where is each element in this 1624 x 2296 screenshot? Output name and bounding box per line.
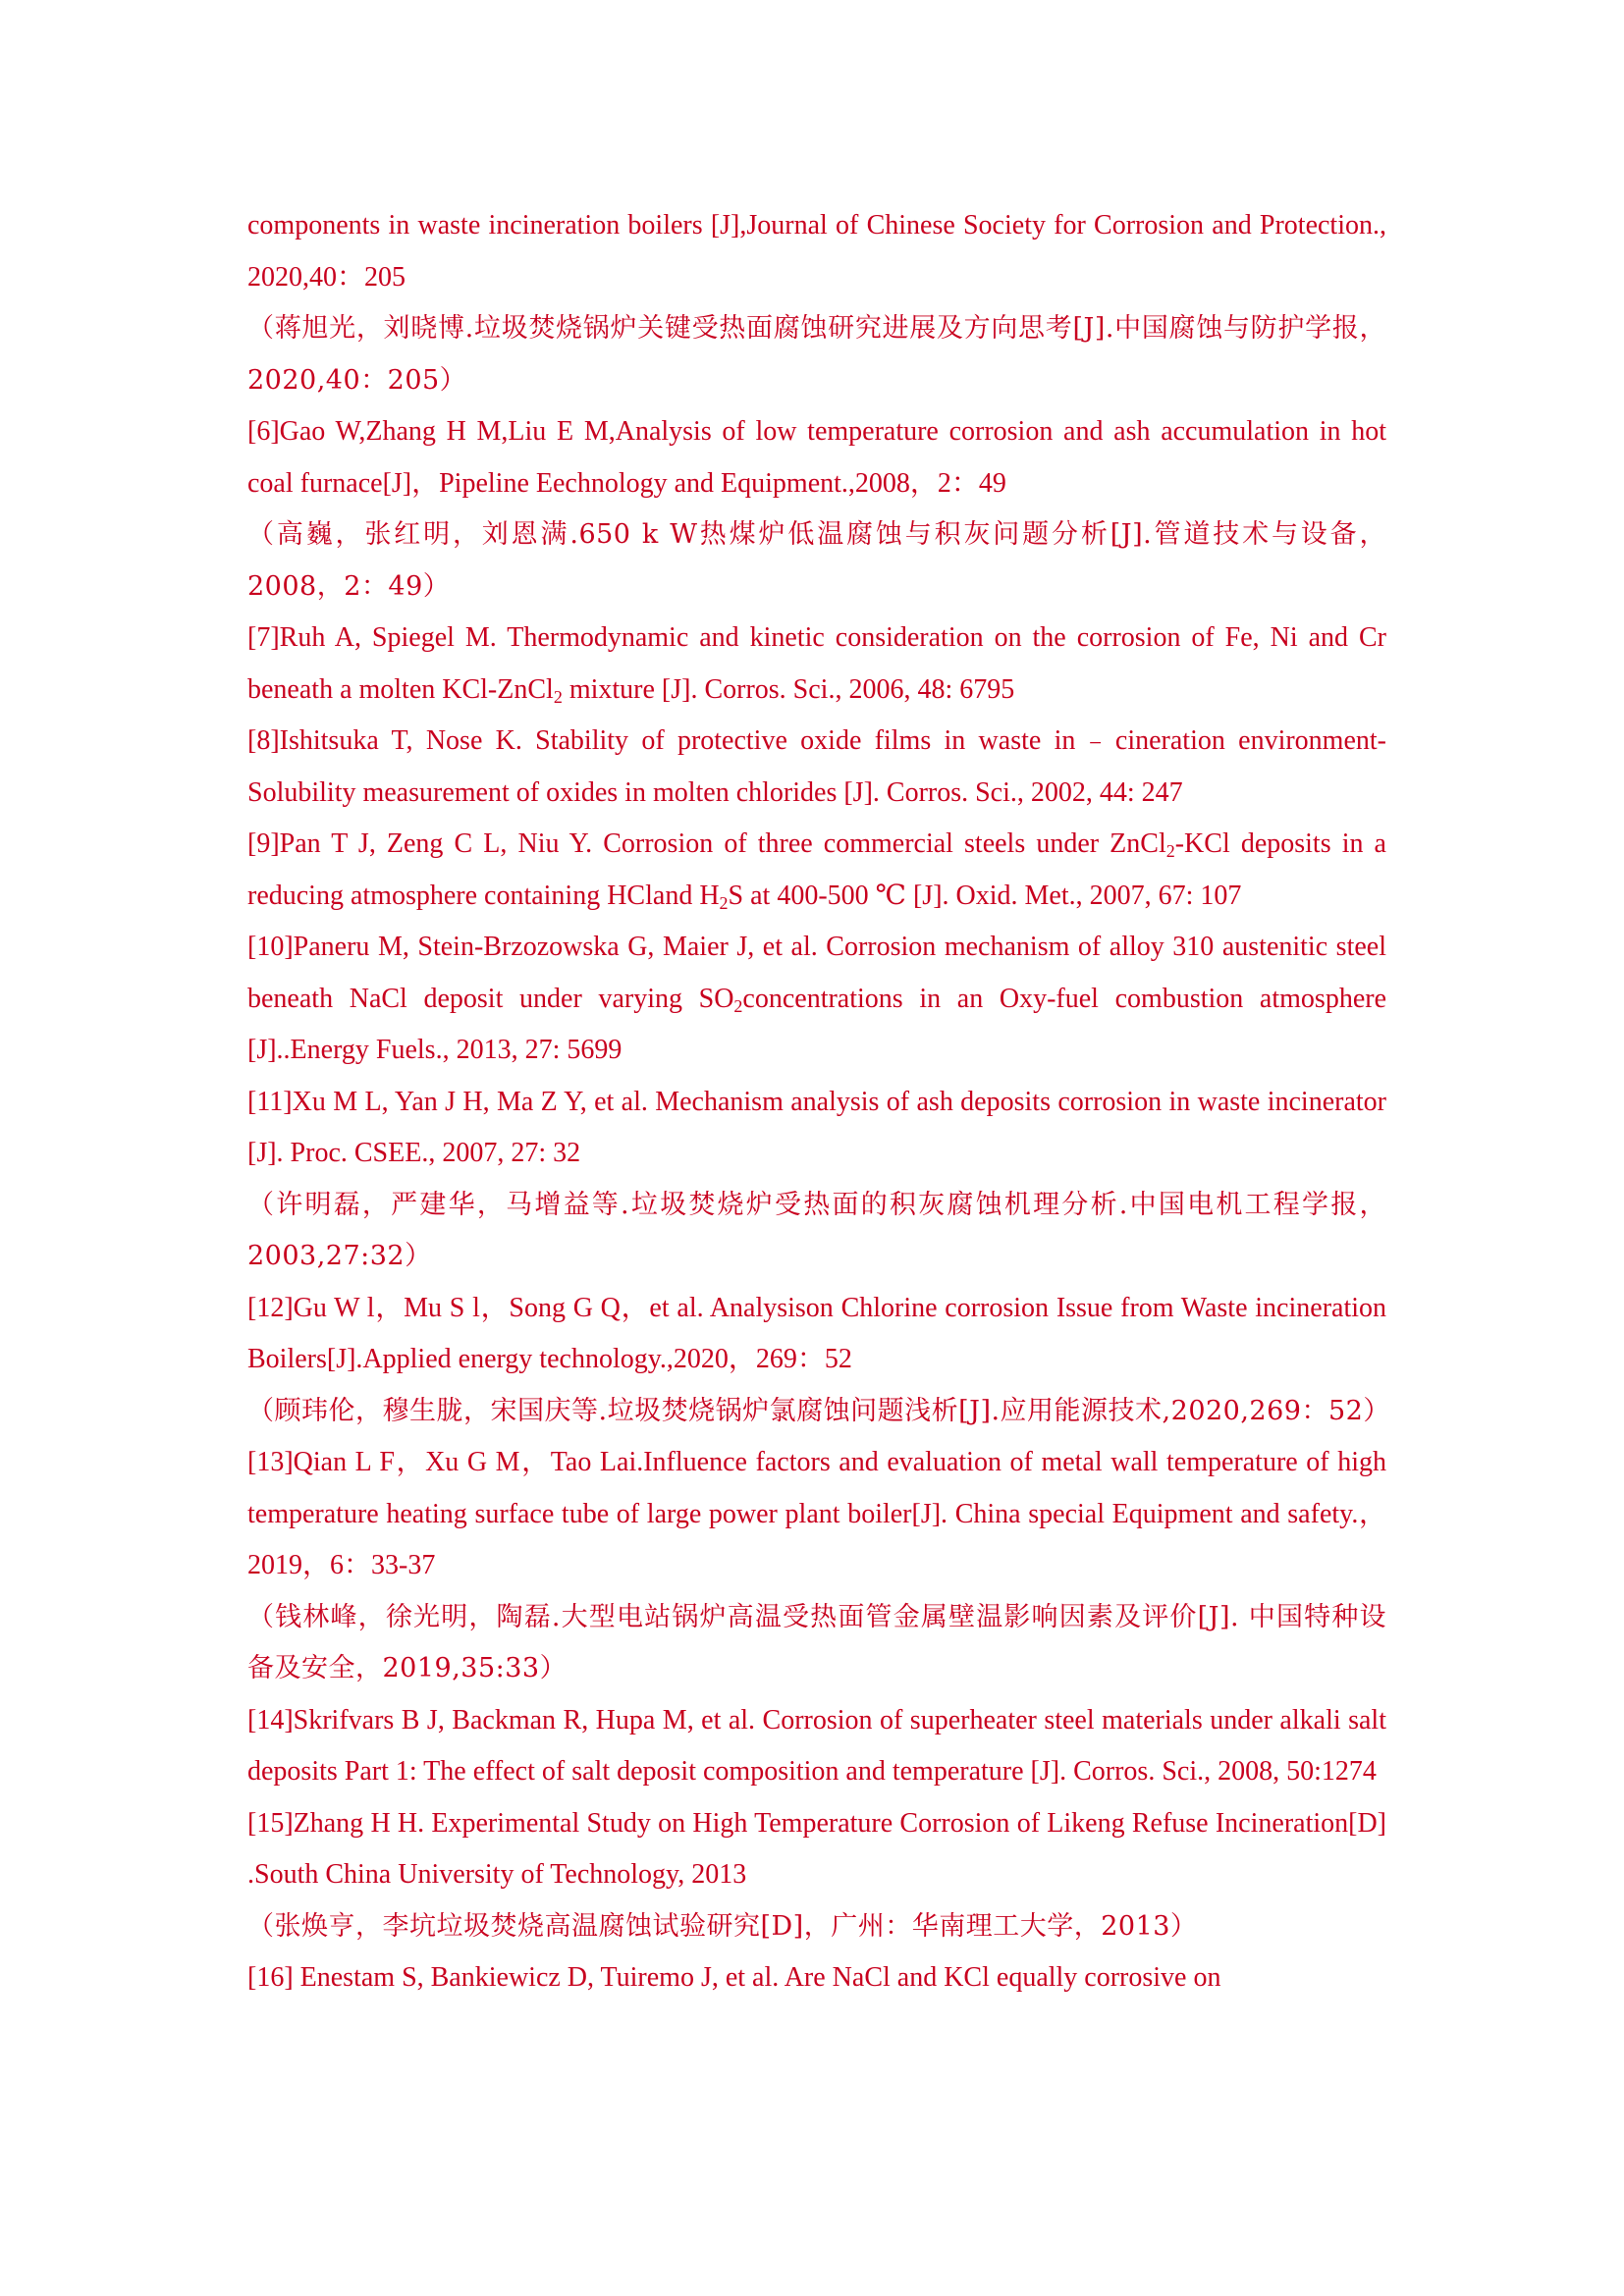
reference-6-chinese: （高巍，张红明，刘恩满.650 k W热煤炉低温腐蚀与积灰问题分析[J].管道技术与设备，2008，2：49） bbox=[247, 519, 1386, 602]
reference-list bbox=[247, 200, 1390, 2004]
reference-12-english: [12]Gu W l，Mu S l，Song G Q，et al. Analysison Chlorine corrosion Issue from Waste incineration Boilers[J].Applied energy technology.,2020，269：52 bbox=[247, 1292, 1386, 1374]
reference-10: [10]Paneru M, Stein-Brzozowska G, Maier J, et al. Corrosion mechanism of alloy 310 austenitic steel beneath NaCl deposit under varying $SO_2concentrations$ in an Oxy-fuel combustion atmosphere [J]..Energy Fuels., 2013, 27: 5699 bbox=[247, 932, 1386, 1065]
reference-12-chinese: （顾玮伦，穆生胧，宋国庆等.垃圾焚烧锅炉氯腐蚀问题浅析[J].应用能源技术,2020,269：52） bbox=[247, 1395, 1390, 1426]
reference-11-english: [11]Xu M L, Yan J H, Ma Z Y, et al. Mechanism analysis of ash deposits corrosion in waste incinerator [J]. Proc. CSEE., 2007, 27: 32 bbox=[247, 1086, 1386, 1168]
reference-6-english: [6]Gao W,Zhang H M,Liu E M,Analysis of low temperature corrosion and ash accumulation in hot coal furnace[J]，Pipeline Eechnology and Equipment.,2008，2：49 bbox=[247, 416, 1386, 499]
reference-13-chinese: （钱林峰，徐光明，陶磊.大型电站锅炉高温受热面管金属壁温影响因素及评价[J]. 中国特种设备及安全，2019,35:33） bbox=[247, 1601, 1386, 1683]
reference-5-english: components in waste incineration boilers [J],Journal of Chinese Society for Corrosion and Protection., 2020,40：205 bbox=[247, 210, 1386, 293]
reference-15-english: [15]Zhang H H. Experimental Study on High Temperature Corrosion of Likeng Refuse Incineration[D] .South China University of Technology, 2013 bbox=[247, 1807, 1386, 1890]
reference-5-chinese: （蒋旭光，刘晓博.垃圾焚烧锅炉关键受热面腐蚀研究进展及方向思考[J].中国腐蚀与防护学报，2020,40：205） bbox=[247, 313, 1386, 396]
reference-11-chinese: （许明磊，严建华，马增益等.垃圾焚烧炉受热面的积灰腐蚀机理分析.中国电机工程学报，2003,27:32） bbox=[247, 1189, 1386, 1271]
reference-7: [7]Ruh A, Spiegel M. Thermodynamic and kinetic consideration on the corrosion of Fe, Ni and Cr beneath a molten KCl-ZnCl$_2$ mixture [J]. Corros. Sci., 2006, 48: 6795 bbox=[247, 622, 1386, 707]
reference-16: [16] Enestam S, Bankiewicz D, Tuiremo J, et al. Are NaCl and KCl equally corrosive on bbox=[247, 1962, 1221, 1993]
reference-14: [14]Skrifvars B J, Backman R, Hupa M, et al. Corrosion of superheater steel materials under alkali salt deposits Part 1: The effect of salt deposit composition and temperature [J]. Corros. Sci., 2008, 50:1274 bbox=[247, 1704, 1386, 1787]
reference-8: [8]Ishitsuka T, Nose K. Stability of protective oxide films in waste in﹣cineration environment-Solubility measurement of oxides in molten chlorides [J]. Corros. Sci., 2002, 44: 247 bbox=[247, 725, 1386, 808]
reference-15-chinese: （张焕亨，李坑垃圾焚烧高温腐蚀试验研究[D]，广州：华南理工大学，2013） bbox=[247, 1910, 1198, 1942]
reference-13-english: [13]Qian L F，Xu G M，Tao Lai.Influence factors and evaluation of metal wall temperature of high temperature heating surface tube of large power plant boiler[J]. China special Equipment and safety.，2019，6：33-37 bbox=[247, 1447, 1386, 1580]
reference-9: [9]Pan T J, Zeng C L, Niu Y. Corrosion of three commercial steels under ZnCl$_2$-KCl deposits in a reducing atmosphere containing HCland $H_2S$ at 400-500 ℃ [J]. Oxid. Met., 2007, 67: 107 bbox=[247, 828, 1386, 913]
